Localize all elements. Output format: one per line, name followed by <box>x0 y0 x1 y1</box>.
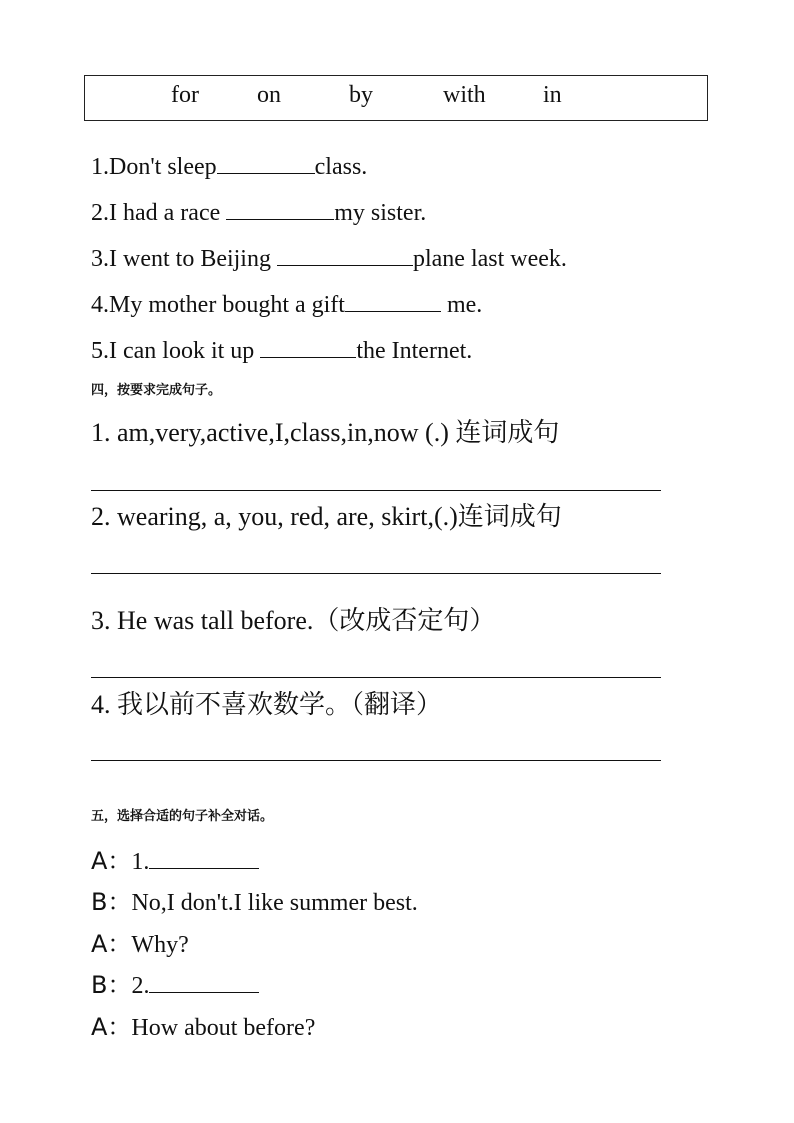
blank-line[interactable] <box>226 199 334 220</box>
question-3: 3. He was tall before.（改成否定句） <box>91 606 496 636</box>
word-bank-item: on <box>257 82 281 108</box>
section-heading: 四，按要求完成句子。 <box>91 383 222 398</box>
question-1: 1. am,very,active,I,class,in,now (.) 连词成句 <box>91 418 560 448</box>
question-4: 4. 我以前不喜欢数学。（翻译） <box>91 690 443 720</box>
fill-blank-sentence-5: 5.I can look it up the Internet. <box>91 338 473 364</box>
blank-line[interactable] <box>149 848 259 869</box>
fill-blank-sentence-3: 3.I went to Beijing plane last week. <box>91 246 567 272</box>
word-bank-item: in <box>543 82 562 108</box>
section-heading: 五，选择合适的句子补全对话。 <box>91 809 274 824</box>
fill-blank-sentence-2: 2.I had a race my sister. <box>91 200 427 226</box>
answer-line[interactable] <box>91 760 661 761</box>
dialogue-line-3: A：Why? <box>91 930 189 958</box>
dialogue-line-1: A：1. <box>91 846 259 877</box>
blank-line[interactable] <box>149 972 259 993</box>
word-bank-item: with <box>443 82 486 108</box>
word-bank-item: for <box>171 82 199 108</box>
blank-line[interactable] <box>277 245 413 266</box>
answer-line[interactable] <box>91 573 661 574</box>
question-2: 2. wearing, a, you, red, are, skirt,(.)连词成句 <box>91 502 562 532</box>
dialogue-line-2: B：No,I don't.I like summer best. <box>91 888 418 916</box>
dialogue-line-4: B：2. <box>91 970 259 1001</box>
fill-blank-sentence-4: 4.My mother bought a gift me. <box>91 292 483 318</box>
blank-line[interactable] <box>217 153 315 174</box>
answer-line[interactable] <box>91 677 661 678</box>
answer-line[interactable] <box>91 490 661 491</box>
word-bank-box <box>84 75 708 121</box>
word-bank-item: by <box>349 82 373 108</box>
fill-blank-sentence-1: 1.Don't sleep class. <box>91 154 368 180</box>
blank-line[interactable] <box>260 337 356 358</box>
blank-line[interactable] <box>345 291 441 312</box>
dialogue-line-5: A：How about before? <box>91 1013 316 1041</box>
